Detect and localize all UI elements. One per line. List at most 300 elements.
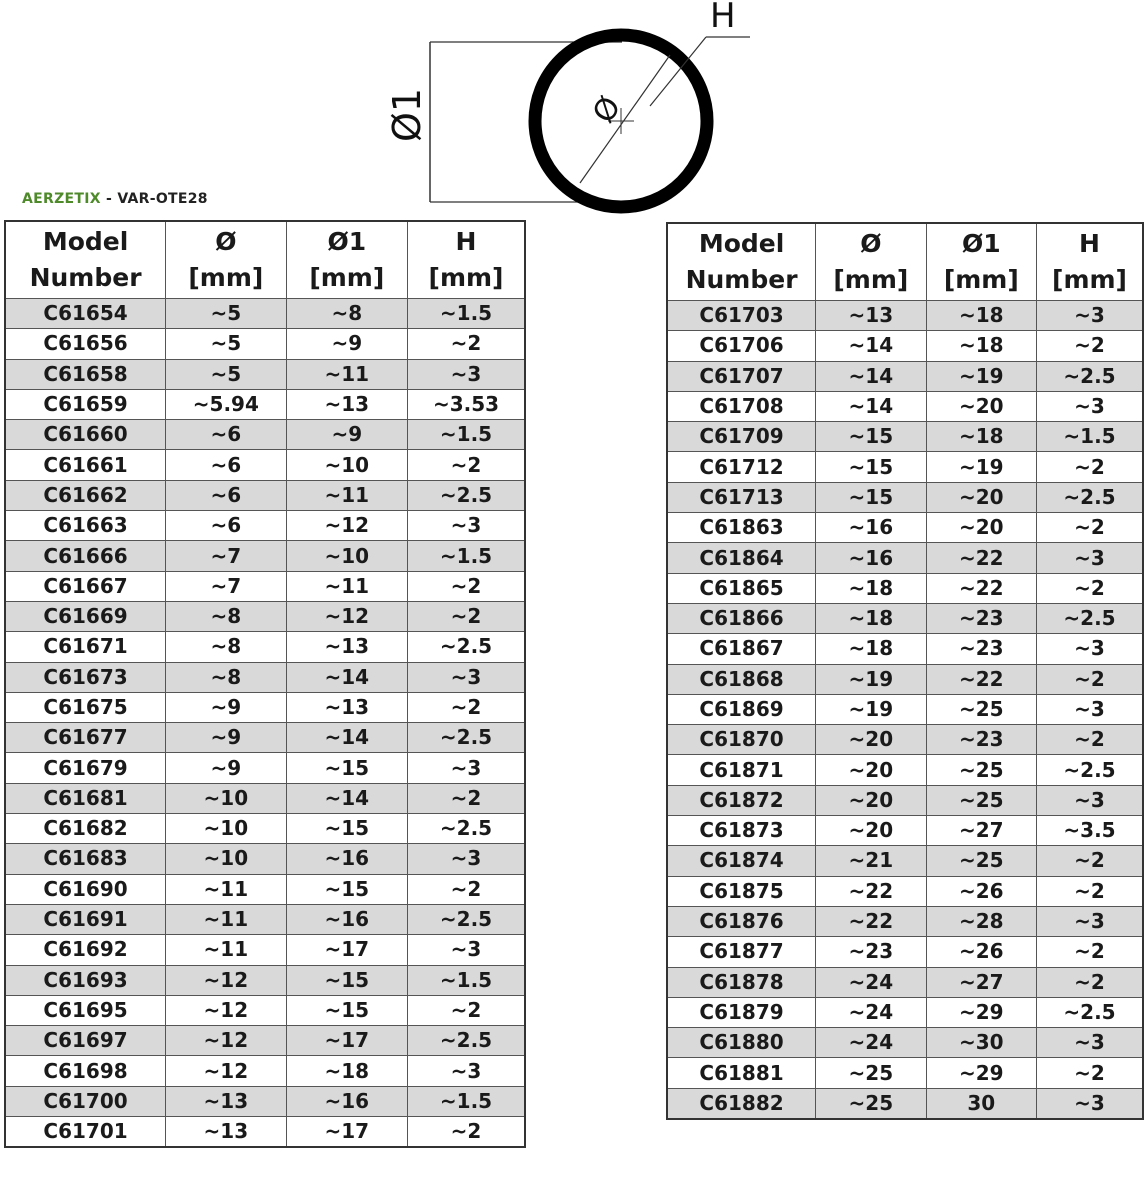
table-header-row xyxy=(5,221,525,299)
table-row xyxy=(5,874,525,904)
cell-thickness: ~1.5 xyxy=(408,420,525,450)
brand-line xyxy=(22,191,208,207)
table-row xyxy=(667,543,1143,573)
cell-thickness: ~3 xyxy=(408,662,525,692)
table-row xyxy=(667,573,1143,603)
cell-model-number: C61663 xyxy=(5,511,166,541)
cell-outer-diameter: ~16 xyxy=(286,904,407,934)
header-line: [mm] xyxy=(943,265,1019,294)
cell-inner-diameter: ~15 xyxy=(816,452,926,482)
header-line: Ø xyxy=(215,227,237,256)
cell-inner-diameter: ~10 xyxy=(166,814,286,844)
cell-thickness: ~3 xyxy=(1037,694,1143,724)
cell-model-number: C61656 xyxy=(5,329,166,359)
cell-thickness: ~2 xyxy=(1037,725,1143,755)
cell-thickness: ~2 xyxy=(1037,1058,1143,1088)
cell-inner-diameter: ~25 xyxy=(816,1088,926,1119)
cell-inner-diameter: ~20 xyxy=(816,785,926,815)
cell-thickness: ~2 xyxy=(408,571,525,601)
table-row xyxy=(667,816,1143,846)
table-row xyxy=(5,814,525,844)
cell-outer-diameter: ~15 xyxy=(286,814,407,844)
cell-outer-diameter: ~20 xyxy=(926,391,1036,421)
cell-thickness: ~2 xyxy=(408,601,525,631)
cell-outer-diameter: ~12 xyxy=(286,601,407,631)
table-row xyxy=(667,785,1143,815)
cell-model-number: C61713 xyxy=(667,482,816,512)
cell-outer-diameter: ~10 xyxy=(286,541,407,571)
cell-inner-diameter: ~18 xyxy=(816,573,926,603)
header-line: Ø1 xyxy=(327,227,367,256)
cell-outer-diameter: ~26 xyxy=(926,937,1036,967)
cell-outer-diameter: ~25 xyxy=(926,785,1036,815)
table-row xyxy=(667,513,1143,543)
cell-inner-diameter: ~24 xyxy=(816,1028,926,1058)
cell-outer-diameter: ~29 xyxy=(926,997,1036,1027)
cell-thickness: ~2.5 xyxy=(408,480,525,510)
cell-outer-diameter: ~27 xyxy=(926,967,1036,997)
header-line: [mm] xyxy=(428,263,504,292)
cell-inner-diameter: ~12 xyxy=(166,995,286,1025)
table-row xyxy=(5,299,525,329)
table-row xyxy=(667,846,1143,876)
cell-thickness: ~2 xyxy=(408,1117,525,1148)
cell-model-number: C61864 xyxy=(667,543,816,573)
cell-inner-diameter: ~9 xyxy=(166,692,286,722)
table-row xyxy=(5,359,525,389)
cell-outer-diameter: ~19 xyxy=(926,361,1036,391)
table-row xyxy=(667,937,1143,967)
table-row xyxy=(5,632,525,662)
table-body-left xyxy=(5,299,525,1148)
header-line: [mm] xyxy=(833,265,909,294)
header-line: Number xyxy=(29,263,142,292)
cell-model-number: C61658 xyxy=(5,359,166,389)
header-thickness xyxy=(1037,223,1143,301)
cell-inner-diameter: ~19 xyxy=(816,694,926,724)
cell-model-number: C61700 xyxy=(5,1086,166,1116)
cell-thickness: ~2 xyxy=(1037,452,1143,482)
cell-inner-diameter: ~14 xyxy=(816,391,926,421)
cell-thickness: ~1.5 xyxy=(408,299,525,329)
cell-model-number: C61866 xyxy=(667,603,816,633)
table-row xyxy=(5,783,525,813)
cell-thickness: ~2.5 xyxy=(1037,755,1143,785)
cell-outer-diameter: ~13 xyxy=(286,692,407,722)
cell-thickness: ~1.5 xyxy=(408,541,525,571)
cell-thickness: ~2 xyxy=(408,995,525,1025)
cell-model-number: C61867 xyxy=(667,634,816,664)
product-code: VAR-OTE28 xyxy=(117,191,208,207)
cell-thickness: ~2 xyxy=(1037,937,1143,967)
header-model-number xyxy=(5,221,166,299)
cell-outer-diameter: ~22 xyxy=(926,573,1036,603)
cell-inner-diameter: ~11 xyxy=(166,935,286,965)
table-row xyxy=(667,876,1143,906)
cell-model-number: C61691 xyxy=(5,904,166,934)
cell-model-number: C61669 xyxy=(5,601,166,631)
table-row xyxy=(5,904,525,934)
header-line: [mm] xyxy=(188,263,264,292)
cell-model-number: C61679 xyxy=(5,753,166,783)
cell-model-number: C61703 xyxy=(667,301,816,331)
table-row xyxy=(667,1088,1143,1119)
cell-outer-diameter: ~27 xyxy=(926,816,1036,846)
cell-inner-diameter: ~5 xyxy=(166,359,286,389)
cell-thickness: ~2 xyxy=(1037,664,1143,694)
table-row xyxy=(5,420,525,450)
cell-model-number: C61708 xyxy=(667,391,816,421)
cell-thickness: ~1.5 xyxy=(408,965,525,995)
table-row xyxy=(667,967,1143,997)
cell-inner-diameter: ~16 xyxy=(816,543,926,573)
cell-model-number: C61880 xyxy=(667,1028,816,1058)
header-thickness xyxy=(408,221,525,299)
cell-thickness: ~3.53 xyxy=(408,389,525,419)
cell-model-number: C61661 xyxy=(5,450,166,480)
cell-outer-diameter: ~20 xyxy=(926,482,1036,512)
cell-inner-diameter: ~18 xyxy=(816,634,926,664)
cell-outer-diameter: ~23 xyxy=(926,634,1036,664)
cell-inner-diameter: ~10 xyxy=(166,844,286,874)
cell-model-number: C61698 xyxy=(5,1056,166,1086)
table-row xyxy=(667,301,1143,331)
cell-outer-diameter: ~18 xyxy=(926,301,1036,331)
table-row xyxy=(667,391,1143,421)
table-row xyxy=(5,389,525,419)
header-inner-diameter xyxy=(816,223,926,301)
table-body-right xyxy=(667,301,1143,1120)
cell-model-number: C61877 xyxy=(667,937,816,967)
cell-model-number: C61701 xyxy=(5,1117,166,1148)
table-row xyxy=(5,541,525,571)
cell-thickness: ~3 xyxy=(1037,301,1143,331)
cell-outer-diameter: ~22 xyxy=(926,664,1036,694)
cell-model-number: C61673 xyxy=(5,662,166,692)
cell-outer-diameter: ~18 xyxy=(286,1056,407,1086)
cell-model-number: C61662 xyxy=(5,480,166,510)
table-row xyxy=(667,331,1143,361)
table-row xyxy=(5,935,525,965)
table-row xyxy=(5,723,525,753)
cell-outer-diameter: ~13 xyxy=(286,632,407,662)
cell-outer-diameter: ~13 xyxy=(286,389,407,419)
table-row xyxy=(5,571,525,601)
cell-model-number: C61681 xyxy=(5,783,166,813)
cell-thickness: ~3 xyxy=(408,753,525,783)
cell-outer-diameter: ~29 xyxy=(926,1058,1036,1088)
cell-inner-diameter: ~15 xyxy=(816,422,926,452)
cell-model-number: C61659 xyxy=(5,389,166,419)
table-row xyxy=(5,1086,525,1116)
cell-thickness: ~1.5 xyxy=(408,1086,525,1116)
header-inner-diameter xyxy=(166,221,286,299)
header-line: Model xyxy=(698,229,785,258)
cell-model-number: C61677 xyxy=(5,723,166,753)
table-row xyxy=(667,664,1143,694)
cell-outer-diameter: ~14 xyxy=(286,662,407,692)
header-line: Ø xyxy=(860,229,882,258)
cell-model-number: C61865 xyxy=(667,573,816,603)
cell-model-number: C61863 xyxy=(667,513,816,543)
cell-outer-diameter: ~10 xyxy=(286,450,407,480)
cell-thickness: ~3 xyxy=(1037,543,1143,573)
table-row xyxy=(667,1058,1143,1088)
cell-inner-diameter: ~8 xyxy=(166,662,286,692)
table-row xyxy=(667,634,1143,664)
cell-model-number: C61692 xyxy=(5,935,166,965)
table-row xyxy=(5,995,525,1025)
cell-model-number: C61707 xyxy=(667,361,816,391)
header-outer-diameter xyxy=(926,223,1036,301)
cell-thickness: ~3 xyxy=(408,1056,525,1086)
cell-inner-diameter: ~14 xyxy=(816,331,926,361)
cell-outer-diameter: ~15 xyxy=(286,995,407,1025)
header-line: Ø1 xyxy=(961,229,1001,258)
table-row xyxy=(5,1117,525,1148)
cell-outer-diameter: ~17 xyxy=(286,1117,407,1148)
cell-outer-diameter: ~16 xyxy=(286,844,407,874)
cell-outer-diameter: ~15 xyxy=(286,753,407,783)
cell-outer-diameter: ~19 xyxy=(926,452,1036,482)
cell-inner-diameter: ~18 xyxy=(816,603,926,633)
cell-model-number: C61876 xyxy=(667,906,816,936)
table-row xyxy=(667,906,1143,936)
cell-inner-diameter: ~24 xyxy=(816,997,926,1027)
label-outer-diameter: Ø1 xyxy=(385,87,429,142)
table-row xyxy=(5,965,525,995)
cell-inner-diameter: ~5 xyxy=(166,299,286,329)
cell-inner-diameter: ~20 xyxy=(816,755,926,785)
header-outer-diameter xyxy=(286,221,407,299)
cell-inner-diameter: ~25 xyxy=(816,1058,926,1088)
cell-outer-diameter: ~17 xyxy=(286,1026,407,1056)
cell-model-number: C61868 xyxy=(667,664,816,694)
cell-thickness: ~2 xyxy=(408,329,525,359)
table-row xyxy=(5,511,525,541)
brand-name: AERZETIX xyxy=(22,191,101,207)
cell-inner-diameter: ~9 xyxy=(166,753,286,783)
cell-inner-diameter: ~12 xyxy=(166,1026,286,1056)
cell-model-number: C61872 xyxy=(667,785,816,815)
cell-model-number: C61879 xyxy=(667,997,816,1027)
cell-outer-diameter: ~22 xyxy=(926,543,1036,573)
header-line: H xyxy=(455,227,477,256)
cell-thickness: ~2.5 xyxy=(1037,603,1143,633)
cell-outer-diameter: ~23 xyxy=(926,725,1036,755)
cell-model-number: C61706 xyxy=(667,331,816,361)
cell-inner-diameter: ~13 xyxy=(816,301,926,331)
cell-inner-diameter: ~8 xyxy=(166,632,286,662)
inner-diameter-line xyxy=(580,55,670,183)
table-header-row xyxy=(667,223,1143,301)
cell-model-number: C61660 xyxy=(5,420,166,450)
cell-inner-diameter: ~6 xyxy=(166,480,286,510)
cell-inner-diameter: ~5 xyxy=(166,329,286,359)
table-row xyxy=(667,603,1143,633)
cell-model-number: C61675 xyxy=(5,692,166,722)
cell-outer-diameter: ~20 xyxy=(926,513,1036,543)
table-row xyxy=(5,662,525,692)
table-row xyxy=(667,482,1143,512)
table-row xyxy=(667,1028,1143,1058)
table-row xyxy=(667,694,1143,724)
cell-outer-diameter: ~15 xyxy=(286,874,407,904)
cell-model-number: C61693 xyxy=(5,965,166,995)
cell-model-number: C61671 xyxy=(5,632,166,662)
label-inner-diameter: Ø xyxy=(586,90,629,130)
cell-thickness: ~1.5 xyxy=(1037,422,1143,452)
cell-inner-diameter: ~20 xyxy=(816,816,926,846)
cell-thickness: ~3 xyxy=(408,511,525,541)
cell-outer-diameter: ~11 xyxy=(286,571,407,601)
table-row xyxy=(667,452,1143,482)
header-line: H xyxy=(1079,229,1100,258)
cell-model-number: C61870 xyxy=(667,725,816,755)
table-row xyxy=(667,361,1143,391)
header-model-number xyxy=(667,223,816,301)
cell-thickness: ~2 xyxy=(1037,513,1143,543)
cell-thickness: ~3 xyxy=(1037,1028,1143,1058)
cell-outer-diameter: ~11 xyxy=(286,480,407,510)
cell-inner-diameter: ~13 xyxy=(166,1086,286,1116)
cell-inner-diameter: ~22 xyxy=(816,906,926,936)
cell-inner-diameter: ~19 xyxy=(816,664,926,694)
cell-inner-diameter: ~20 xyxy=(816,725,926,755)
cell-outer-diameter: ~30 xyxy=(926,1028,1036,1058)
cell-model-number: C61709 xyxy=(667,422,816,452)
cell-outer-diameter: ~11 xyxy=(286,359,407,389)
cell-thickness: ~3 xyxy=(408,844,525,874)
cell-inner-diameter: ~23 xyxy=(816,937,926,967)
cell-thickness: ~3 xyxy=(1037,1088,1143,1119)
cell-thickness: ~2.5 xyxy=(1037,361,1143,391)
cell-outer-diameter: 30 xyxy=(926,1088,1036,1119)
spec-table-right xyxy=(666,222,1144,1120)
cell-thickness: ~3 xyxy=(1037,391,1143,421)
cell-thickness: ~3 xyxy=(408,935,525,965)
table-row xyxy=(667,997,1143,1027)
cell-outer-diameter: ~16 xyxy=(286,1086,407,1116)
cell-inner-diameter: ~16 xyxy=(816,513,926,543)
cell-thickness: ~3 xyxy=(1037,906,1143,936)
cell-thickness: ~3.5 xyxy=(1037,816,1143,846)
table-row xyxy=(667,725,1143,755)
cell-thickness: ~2 xyxy=(1037,573,1143,603)
cell-outer-diameter: ~9 xyxy=(286,329,407,359)
table-row xyxy=(667,755,1143,785)
table-row xyxy=(5,692,525,722)
cell-inner-diameter: ~8 xyxy=(166,601,286,631)
cell-model-number: C61682 xyxy=(5,814,166,844)
spec-table-left xyxy=(4,220,526,1148)
cell-thickness: ~2 xyxy=(1037,846,1143,876)
cell-outer-diameter: ~18 xyxy=(926,331,1036,361)
table-row xyxy=(5,1056,525,1086)
cell-model-number: C61882 xyxy=(667,1088,816,1119)
cell-outer-diameter: ~14 xyxy=(286,783,407,813)
cell-inner-diameter: ~21 xyxy=(816,846,926,876)
cell-inner-diameter: ~24 xyxy=(816,967,926,997)
cell-inner-diameter: ~15 xyxy=(816,482,926,512)
cell-thickness: ~3 xyxy=(1037,785,1143,815)
cell-outer-diameter: ~14 xyxy=(286,723,407,753)
cell-thickness: ~2 xyxy=(1037,876,1143,906)
cell-outer-diameter: ~25 xyxy=(926,846,1036,876)
cell-inner-diameter: ~10 xyxy=(166,783,286,813)
cell-inner-diameter: ~14 xyxy=(816,361,926,391)
cell-inner-diameter: ~13 xyxy=(166,1117,286,1148)
table-row xyxy=(5,601,525,631)
cell-outer-diameter: ~8 xyxy=(286,299,407,329)
cell-thickness: ~2.5 xyxy=(408,904,525,934)
table-row xyxy=(5,1026,525,1056)
cell-thickness: ~2 xyxy=(1037,331,1143,361)
cell-model-number: C61697 xyxy=(5,1026,166,1056)
cell-inner-diameter: ~11 xyxy=(166,874,286,904)
cell-inner-diameter: ~11 xyxy=(166,904,286,934)
brand-separator: - xyxy=(100,191,118,207)
cell-model-number: C61683 xyxy=(5,844,166,874)
cell-thickness: ~2 xyxy=(408,874,525,904)
label-h: H xyxy=(710,0,736,36)
cell-inner-diameter: ~7 xyxy=(166,541,286,571)
cell-model-number: C61871 xyxy=(667,755,816,785)
cell-model-number: C61875 xyxy=(667,876,816,906)
cell-thickness: ~2.5 xyxy=(1037,997,1143,1027)
cell-thickness: ~2.5 xyxy=(408,1026,525,1056)
cell-thickness: ~2 xyxy=(1037,967,1143,997)
cell-model-number: C61654 xyxy=(5,299,166,329)
cell-outer-diameter: ~25 xyxy=(926,755,1036,785)
cell-model-number: C61690 xyxy=(5,874,166,904)
cell-model-number: C61712 xyxy=(667,452,816,482)
table-row xyxy=(5,450,525,480)
cell-thickness: ~2 xyxy=(408,783,525,813)
cell-outer-diameter: ~17 xyxy=(286,935,407,965)
cell-inner-diameter: ~6 xyxy=(166,511,286,541)
cell-thickness: ~3 xyxy=(1037,634,1143,664)
cell-outer-diameter: ~15 xyxy=(286,965,407,995)
cell-thickness: ~2.5 xyxy=(408,632,525,662)
cell-model-number: C61873 xyxy=(667,816,816,846)
cell-model-number: C61666 xyxy=(5,541,166,571)
cell-model-number: C61878 xyxy=(667,967,816,997)
table-row xyxy=(5,329,525,359)
cell-inner-diameter: ~5.94 xyxy=(166,389,286,419)
header-line: [mm] xyxy=(1052,265,1127,294)
cell-inner-diameter: ~12 xyxy=(166,1056,286,1086)
cell-outer-diameter: ~26 xyxy=(926,876,1036,906)
cell-model-number: C61869 xyxy=(667,694,816,724)
cell-model-number: C61667 xyxy=(5,571,166,601)
cell-inner-diameter: ~6 xyxy=(166,420,286,450)
cell-outer-diameter: ~18 xyxy=(926,422,1036,452)
cell-outer-diameter: ~9 xyxy=(286,420,407,450)
cell-model-number: C61874 xyxy=(667,846,816,876)
cell-inner-diameter: ~7 xyxy=(166,571,286,601)
cell-outer-diameter: ~25 xyxy=(926,694,1036,724)
cell-inner-diameter: ~6 xyxy=(166,450,286,480)
cell-thickness: ~2.5 xyxy=(408,723,525,753)
table-row xyxy=(667,422,1143,452)
cell-thickness: ~2 xyxy=(408,450,525,480)
cell-thickness: ~2.5 xyxy=(1037,482,1143,512)
cell-model-number: C61695 xyxy=(5,995,166,1025)
table-row xyxy=(5,844,525,874)
header-line: [mm] xyxy=(309,263,385,292)
cell-thickness: ~2 xyxy=(408,692,525,722)
